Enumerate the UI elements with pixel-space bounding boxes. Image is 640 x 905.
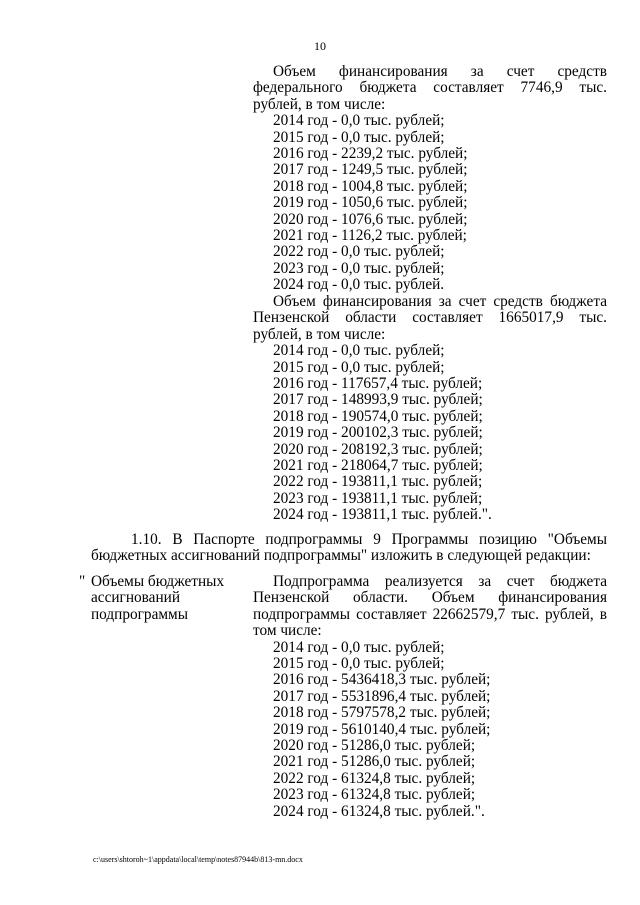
- year-line: 2015 год - 0,0 тыс. рублей;: [273, 655, 445, 673]
- year-line: 2023 год - 0,0 тыс. рублей;: [273, 259, 445, 277]
- year-line: 2021 год - 51286,0 тыс. рублей;: [273, 753, 476, 771]
- year-line: 2022 год - 193811,1 тыс. рублей;: [273, 473, 483, 491]
- year-line: 2018 год - 1004,8 тыс. рублей;: [273, 177, 468, 195]
- year-line: 2023 год - 193811,1 тыс. рублей;: [273, 489, 483, 507]
- year-line: 2021 год - 218064,7 тыс. рублей;: [273, 457, 483, 475]
- subprogram-funding-block: [253, 574, 607, 820]
- regional-funding-paragraph: Объем финансирования за счет средств бюджета Пензенской области составляет 1665017,9 тыс. рублей, в том числе:: [253, 293, 607, 343]
- year-line: 2020 год - 51286,0 тыс. рублей;: [273, 737, 476, 755]
- page-number: 10: [314, 39, 326, 53]
- year-line: 2019 год - 1050,6 тыс. рублей;: [273, 194, 468, 212]
- year-line: 2014 год - 0,0 тыс. рублей;: [273, 638, 445, 656]
- subprogram-funding-paragraph: Подпрограмма реализуется за счет бюджета Пензенской области. Объем финансирования подпрограммы составляет 22662579,7 тыс. рублей, в том числе:: [253, 573, 607, 640]
- year-line: 2022 год - 61324,8 тыс. рублей;: [273, 769, 476, 787]
- year-line: 2024 год - 193811,1 тыс. рублей.".: [273, 506, 492, 524]
- federal-funding-paragraph: Объем финансирования за счет средств федерального бюджета составляет 7746,9 тыс. рублей, в том числе:: [253, 63, 607, 113]
- year-line: 2023 год - 61324,8 тыс. рублей;: [273, 786, 476, 804]
- year-line: 2017 год - 5531896,4 тыс. рублей;: [273, 687, 491, 705]
- opening-quote: ": [79, 573, 86, 590]
- year-line: 2016 год - 5436418,3 тыс. рублей;: [273, 671, 491, 689]
- year-line: 2022 год - 0,0 тыс. рублей;: [273, 243, 445, 261]
- section-paragraph: 1.10. В Паспорте подпрограммы 9 Программы позицию "Объемы бюджетных ассигнований подпрограммы" изложить в следующей редакции:: [91, 531, 607, 565]
- year-line: 2014 год - 0,0 тыс. рублей;: [273, 112, 445, 130]
- year-line: 2019 год - 200102,3 тыс. рублей;: [273, 424, 483, 442]
- year-line: 2024 год - 0,0 тыс. рублей.: [273, 276, 445, 294]
- table-label-cell: Объемы бюджетных ассигнований подпрограммы: [91, 573, 225, 623]
- year-line: 2016 год - 2239,2 тыс. рублей;: [273, 145, 468, 163]
- year-line: 2016 год - 117657,4 тыс. рублей;: [273, 375, 483, 393]
- year-line: 2014 год - 0,0 тыс. рублей;: [273, 342, 445, 360]
- year-line: 2018 год - 190574,0 тыс. рублей;: [273, 407, 483, 425]
- year-line: 2021 год - 1126,2 тыс. рублей;: [273, 227, 467, 245]
- year-line: 2024 год - 61324,8 тыс. рублей.".: [273, 802, 485, 820]
- federal-funding-block: [253, 64, 607, 294]
- year-line: 2020 год - 1076,6 тыс. рублей;: [273, 210, 468, 228]
- year-line: 2020 год - 208192,3 тыс. рублей;: [273, 440, 483, 458]
- year-line: 2015 год - 0,0 тыс. рублей;: [273, 128, 445, 146]
- year-line: 2017 год - 1249,5 тыс. рублей;: [273, 161, 468, 179]
- year-line: 2019 год - 5610140,4 тыс. рублей;: [273, 720, 491, 738]
- year-line: 2017 год - 148993,9 тыс. рублей;: [273, 391, 483, 409]
- regional-funding-block: [253, 294, 607, 524]
- file-path-footer: c:\users\shtoroh~1\appdata\local\temp\notes87944b\813-mn.docx: [93, 855, 303, 864]
- year-line: 2015 год - 0,0 тыс. рублей;: [273, 358, 445, 376]
- year-line: 2018 год - 5797578,2 тыс. рублей;: [273, 704, 491, 722]
